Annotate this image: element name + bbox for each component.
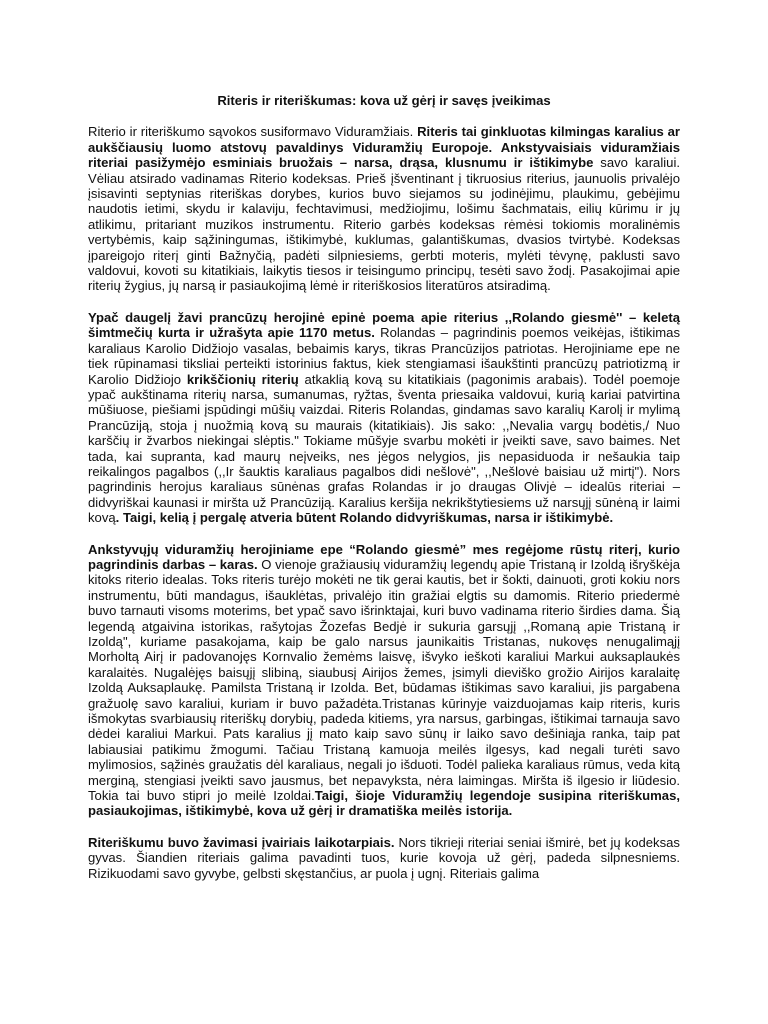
text-run: Riterio ir riteriškumo sąvokos susiformavo Viduramžiais. [88, 124, 418, 140]
bold-text-run: Riteriškumu buvo žavimasi įvairiais laikotarpiais. [88, 834, 395, 850]
bold-text-run: . Taigi, kelią į pergalę atveria būtent Rolando didvyriškumas, narsa ir ištikimybė. [115, 510, 614, 526]
paragraph-1 [88, 124, 680, 293]
document-title: Riteris ir riteriškumas: kova už gėrį ir savęs įveikimas [217, 93, 551, 108]
bold-text-run: Taigi, šioje Viduramžių legendoje susipina riteriškumas, pasiaukojimas, ištikimybė, kova už gėrį ir dramatiška meilės istorija. [88, 788, 680, 819]
paragraph-2 [88, 310, 680, 526]
paragraph-3 [88, 542, 680, 819]
text-run: savo karaliui. Vėliau atsirado vadinamas Riterio kodeksas. Prieš įšventinant į tikruosius riterius, jaunuolis privalėjo įsisavinti septynias riteriškas dorybes, kurios buvo siejamos su jodinėjimu, plaukimu, gebėjimu naudotis ietimi, skydu ir kalaviju, fechtavimusi, medžiojimu, lošimu šachmatais, eilių kūrimu ir jų atlikimu, pritariant muzikos instrumentu. Riterio garbės kodeksas rėmėsi tokiomis moralinėmis vertybėmis, kaip sąžiningumas, ištikimybė, kuklumas, galantiškumas, dvasios tvirtybė. Kodeksas įpareigojo riterį ginti Bažnyčią, padėti silpniesiems, gerbti moteris, mylėti tėvynę, paklusti savo valdovui, kovoti su kitatikiais, laikytis tiesos ir teisingumo principų, tesėti savo žodį. Pasakojimai apie riterių žygius, jų narsą ir pasiaukojimą lėmė ir riteriškosios literatūros atsiradimą. [88, 155, 680, 294]
paragraph-4 [88, 835, 680, 881]
text-run: Nors tikrieji riteriai seniai išmirė, bet jų kodeksas gyvas. Šiandien riteriais galima pavadinti tuos, kurie kovoja už gėrį, padeda silpnesniems. Rizikuodami savo gyvybe, gelbsti skęstančius, ar puola į ugnį. Riteriais galima [88, 834, 680, 881]
bold-text-run: krikščionių riterių [186, 371, 299, 387]
bold-text-run: Ankstyvųjų viduramžių herojiniame epe “Rolando giesmė” mes regėjome rūstų riterį, kurio pagrindinis darbas – karas. [88, 541, 680, 572]
bold-text-run: Ypač daugelį žavi prancūzų herojinė epinė poema apie riterius ,,Rolando giesmė'' – keletą šimtmečių kurta ir užrašyta apie 1170 metus. [88, 309, 680, 341]
text-run: Rolandas – pagrindinis poemos veikėjas, ištikimas karaliaus Karolio Didžiojo vasalas, bebaimis karys, tikras Prancūzijos patriotas. Herojiniame epe ne tiek rūpinamasi tiksliai perteikti istorinius faktus, kiek stengiamasi išaukštinti prancūzų patriotizmą ir Karolio Didžiojo [88, 325, 680, 387]
text-run: O vienoje gražiausių viduramžių legendų apie Tristaną ir Izoldą išryškėja kitoks riterio idealas. Toks riteris turėjo mokėti ne tik gerai kautis, bet ir šokti, dainuoti, groti kokiu nors instrumentu, būti mandagus, išauklėtas, privalėjo itin gražiai elgtis su damomis. Riterio priedermė buvo tarnauti visoms moterims, bet ypač savo išrinktajai, kuri buvo vadinama riterio širdies dama. Šią legendą atgaivina istorikas, rašytojas Žozefas Bedjė ir sukuria garsųjį ,,Romaną apie Tristaną ir Izoldą", kuriame pasakojama, kaip be galo narsus jaunikaitis Tristanas, nukovęs nenugalimąjį Morholtą Airį ir padovanojęs Kornvalio žemėms laisvę, išvyko ieškoti karaliui Markui auksaplaukės karalaitės. Nugalėjęs baisųjį slibiną, siaubusį Airijos žemes, įsimyli dieviško grožio Airijos karalaitę Izoldą Auksaplaukę. Pamilsta Tristaną ir Izolda. Bet, būdamas ištikimas savo karaliui, jis pargabena gražuolę savo karaliui, kuriam ir buvo pažadėta.Tristanas kūrinyje vaizduojamas kaip riteris, kuris išmokytas svarbiausių riteriškų dorybių, padeda kitiems, yra narsus, garbingas, ištikimai tarnauja savo dėdei karaliui Markui. Pats karalius jį mato kaip savo sūnų ir laiko savo dešiniąja ranka, taip pat labiausiai patikimu žmogumi. Tačiau Tristaną kamuoja meilės ilgesys, kad negali turėti savo mylimosios, sąžinės graužatis dėl karaliaus, negali jo išduoti. Todėl palieka karaliaus rūmus, veda kitą merginą, stengiasi įveikti savo jausmus, bet nepavyksta, nėra laimingas. Miršta iš ilgesio ir liūdesio. Tokia tai buvo stipri jo meilė Izoldai. [88, 556, 681, 804]
text-run: atkaklią kovą su kitatikiais (pagonimis arabais). Todėl poemoje ypač aukštinama riterių narsa, sumanumas, ryžtas, šventa priesaika valdovui, kurią kariai patvirtina mūšiuose, piešiami įspūdingi mūšių vaizdai. Riteris Rolandas, gindamas savo karalių Karolį ir mylimą Prancūziją, stoja į nuožmią kovą su maurais (kitatikiais). Jis sako: ,,Nevalia vargų bodėtis,/ Nuo karščių ir žvarbos niekingai slėptis." Tokiame mūšyje svarbu mokėti ir įveikti save, savo baimes. Net tada, kai supranta, kad maurų neįveiks, nes jėgos nelygios, jis nepasiduoda ir nešaukia taip reikalingos pagalbos (,,Ir šauktis karaliaus pagalbos didi nešlovė", ,,Nešlovė baisiau už mirtį"). Nors pagrindinis herojus karaliaus sūnėnas grafas Rolandas ir jo draugas Olivjė – idealūs riteriai – didvyriškai kaunasi ir miršta už Prancūziją. Karalius keršija nekrikštytiesiems už narsųjį sūnėną ir laimi kovą [88, 371, 680, 526]
bold-text-run: Riteris tai ginkluotas kilmingas karalius ar aukščiausių luomo atstovų pavaldinys Viduramžių Europoje. Ankstyvaisiais viduramžiais riteriai pasižymėjo esminiais bruožais – narsa, drąsa, klusnumu ir ištikimybe [88, 124, 680, 171]
